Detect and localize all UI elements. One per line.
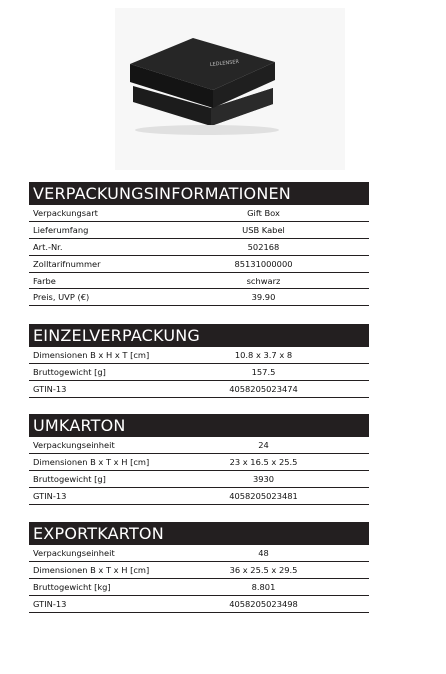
row-value: 502168 [247, 241, 280, 252]
row-value: 39.90 [251, 292, 276, 303]
row-value: 85131000000 [234, 258, 293, 269]
row-label: Dimensionen B x T x H [cm] [33, 456, 150, 467]
row-value: 24 [258, 439, 269, 450]
table-row [29, 596, 369, 613]
table-row [29, 222, 369, 239]
row-label: Bruttogewicht [kg] [33, 581, 111, 592]
section-title: UMKARTON [29, 414, 369, 437]
table-row [29, 488, 369, 505]
section-title: EXPORTKARTON [29, 522, 369, 545]
row-label: Art.-Nr. [33, 241, 63, 252]
table-row [29, 562, 369, 579]
table-row [29, 471, 369, 488]
row-value: 3930 [252, 473, 275, 484]
row-value: 4058205023474 [229, 383, 298, 394]
table-row [29, 347, 369, 364]
row-label: Dimensionen B x T x H [cm] [33, 564, 150, 575]
table-row [29, 364, 369, 381]
row-value: 4058205023498 [229, 598, 298, 609]
row-label: Dimensionen B x H x T [cm] [33, 349, 150, 360]
table-row [29, 381, 369, 398]
row-value: USB Kabel [242, 224, 285, 235]
section-exportkarton [29, 522, 369, 613]
row-label: GTIN-13 [33, 598, 67, 609]
section-umkarton [29, 414, 369, 505]
table-row [29, 437, 369, 454]
row-label: Preis, UVP (€) [33, 292, 90, 303]
row-value: 23 x 16.5 x 25.5 [229, 456, 298, 467]
row-label: Verpackungseinheit [33, 547, 115, 558]
row-label: Farbe [33, 275, 56, 286]
row-value: 8.801 [251, 581, 276, 592]
section-verpackungsinformationen [29, 182, 369, 306]
table-row [29, 205, 369, 222]
row-value: 10.8 x 3.7 x 8 [234, 349, 293, 360]
table-row [29, 256, 369, 273]
row-label: GTIN-13 [33, 490, 67, 501]
row-value: 36 x 25.5 x 29.5 [229, 564, 298, 575]
row-value: Gift Box [247, 207, 280, 218]
table-row [29, 239, 369, 256]
brand-logo-text: LEDLENSER [209, 58, 240, 68]
row-label: Bruttogewicht [g] [33, 473, 106, 484]
table-row [29, 579, 369, 596]
row-label: GTIN-13 [33, 383, 67, 394]
table-row [29, 273, 369, 290]
table-row [29, 454, 369, 471]
row-value: 157.5 [251, 366, 276, 377]
row-label: Verpackungseinheit [33, 439, 115, 450]
row-value: 48 [258, 547, 269, 558]
row-value: 4058205023481 [229, 490, 298, 501]
section-title: VERPACKUNGSINFORMATIONEN [29, 182, 369, 205]
section-title: EINZELVERPACKUNG [29, 324, 369, 347]
gift-box-image [115, 8, 345, 170]
row-label: Zolltarifnummer [33, 258, 101, 269]
row-label: Bruttogewicht [g] [33, 366, 106, 377]
product-photo [115, 8, 345, 170]
section-einzelverpackung [29, 324, 369, 398]
row-label: Verpackungsart [33, 207, 98, 218]
table-row [29, 289, 369, 306]
row-label: Lieferumfang [33, 224, 89, 235]
table-row [29, 545, 369, 562]
row-value: schwarz [246, 275, 281, 286]
